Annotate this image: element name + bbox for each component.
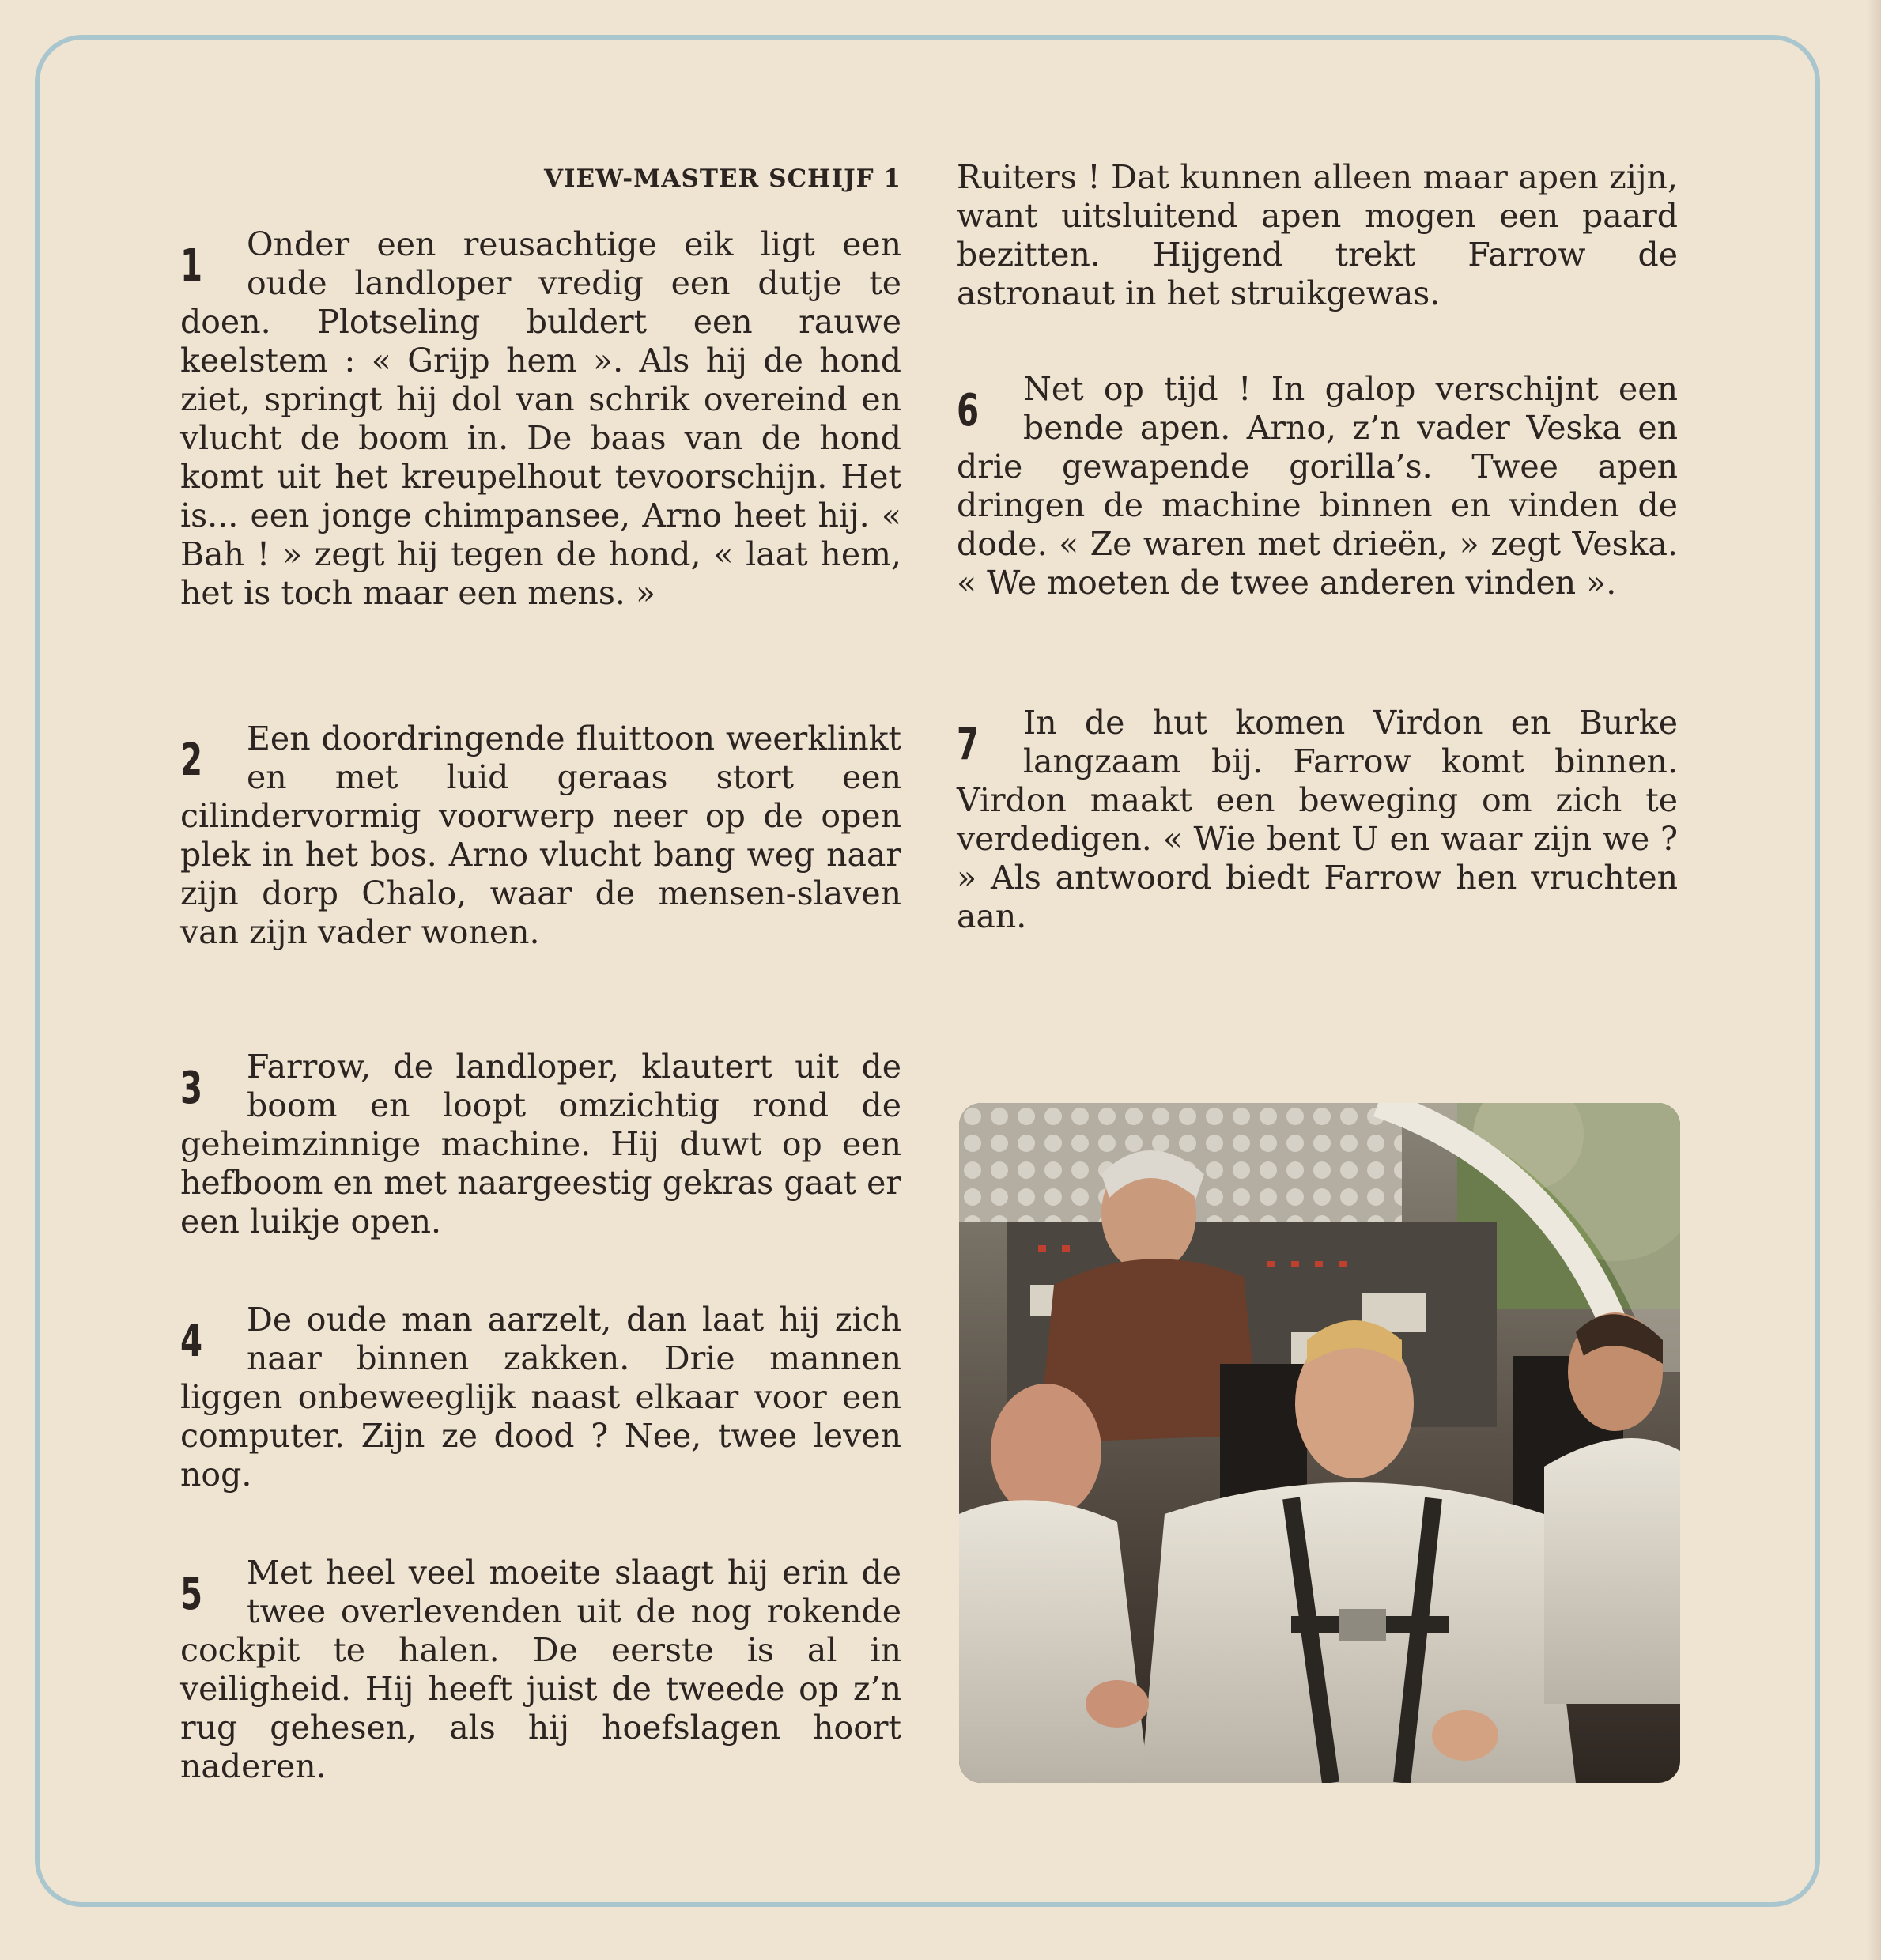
paragraph-text: Net op tijd ! In galop verschijnt een bende apen. Arno, z’n vader Veska en drie gewapende gorilla’s. Twee apen dringen de machine binnen en vinden de dode. « Ze waren met drieën, » zegt Veska. « We moeten de twee anderen vinden ». <box>957 370 1678 602</box>
paragraph-2 <box>180 719 901 952</box>
paragraph-1 <box>180 225 901 613</box>
paragraph-5-continuation: Ruiters ! Dat kunnen alleen maar apen zijn, want uitsluitend apen mogen een paard bezitten. Hijgend trekt Farrow de astronaut in het struikgewas. <box>957 158 1678 312</box>
cockpit-photo <box>959 1103 1680 1783</box>
paragraph-7 <box>957 704 1678 936</box>
paragraph-number: 5 <box>180 1569 203 1620</box>
paragraph-text: Met heel veel moeite slaagt hij erin de twee overlevenden uit de nog rokende cockpit te halen. De eerste is al in veiligheid. Hij heeft juist de tweede op z’n rug gehesen, als hij hoefslagen hoort naderen. <box>180 1554 901 1785</box>
paragraph-4 <box>180 1301 901 1494</box>
page-edge-shadow <box>1867 0 1881 1960</box>
paragraph-text: De oude man aarzelt, dan laat hij zich naar binnen zakken. Drie mannen liggen onbeweeglijk naast elkaar voor een computer. Zijn ze dood ? Nee, twee leven nog. <box>180 1301 901 1494</box>
paragraph-text: Een doordringende fluittoon weerklinkt en met luid geraas stort een cilindervormig voorwerp neer op de open plek in het bos. Arno vlucht bang weg naar zijn dorp Chalo, waar de mensen-slaven van zijn vader wonen. <box>180 719 901 951</box>
paragraph-6 <box>957 370 1678 602</box>
paragraph-text: Farrow, de landloper, klautert uit de boom en loopt omzichtig rond de geheimzinnige machine. Hij duwt op een hefboom en met naargeestig gekras gaat er een luikje open. <box>180 1048 901 1241</box>
paragraph-number: 6 <box>957 385 980 436</box>
paragraph-number: 1 <box>180 240 203 292</box>
paragraph-text: In de hut komen Virdon en Burke langzaam bij. Farrow komt binnen. Virdon maakt een beweging om zich te verdedigen. « Wie bent U en waar zijn we ? » Als antwoord biedt Farrow hen vruchten aan. <box>957 704 1678 935</box>
paragraph-5 <box>180 1554 901 1786</box>
paragraph-number: 3 <box>180 1063 203 1114</box>
paragraph-text: Onder een reusachtige eik ligt een oude landloper vredig een dutje te doen. Plotseling buldert een rauwe keelstem : « Grijp hem ». Als hij de hond ziet, springt hij dol van schrik overeind en vlucht de boom in. De baas van de hond komt uit het kreupelhout tevoorschijn. Het is... een jonge chimpansee, Arno heet hij. « Bah ! » zegt hij tegen de hond, « laat hem, het is toch maar een mens. » <box>180 225 901 612</box>
paragraph-number: 7 <box>957 719 980 770</box>
paragraph-number: 4 <box>180 1316 203 1367</box>
paragraph-number: 2 <box>180 735 203 786</box>
paragraph-3 <box>180 1048 901 1241</box>
disc-header: VIEW-MASTER SCHIJF 1 <box>543 164 901 193</box>
left-column <box>180 158 901 1785</box>
